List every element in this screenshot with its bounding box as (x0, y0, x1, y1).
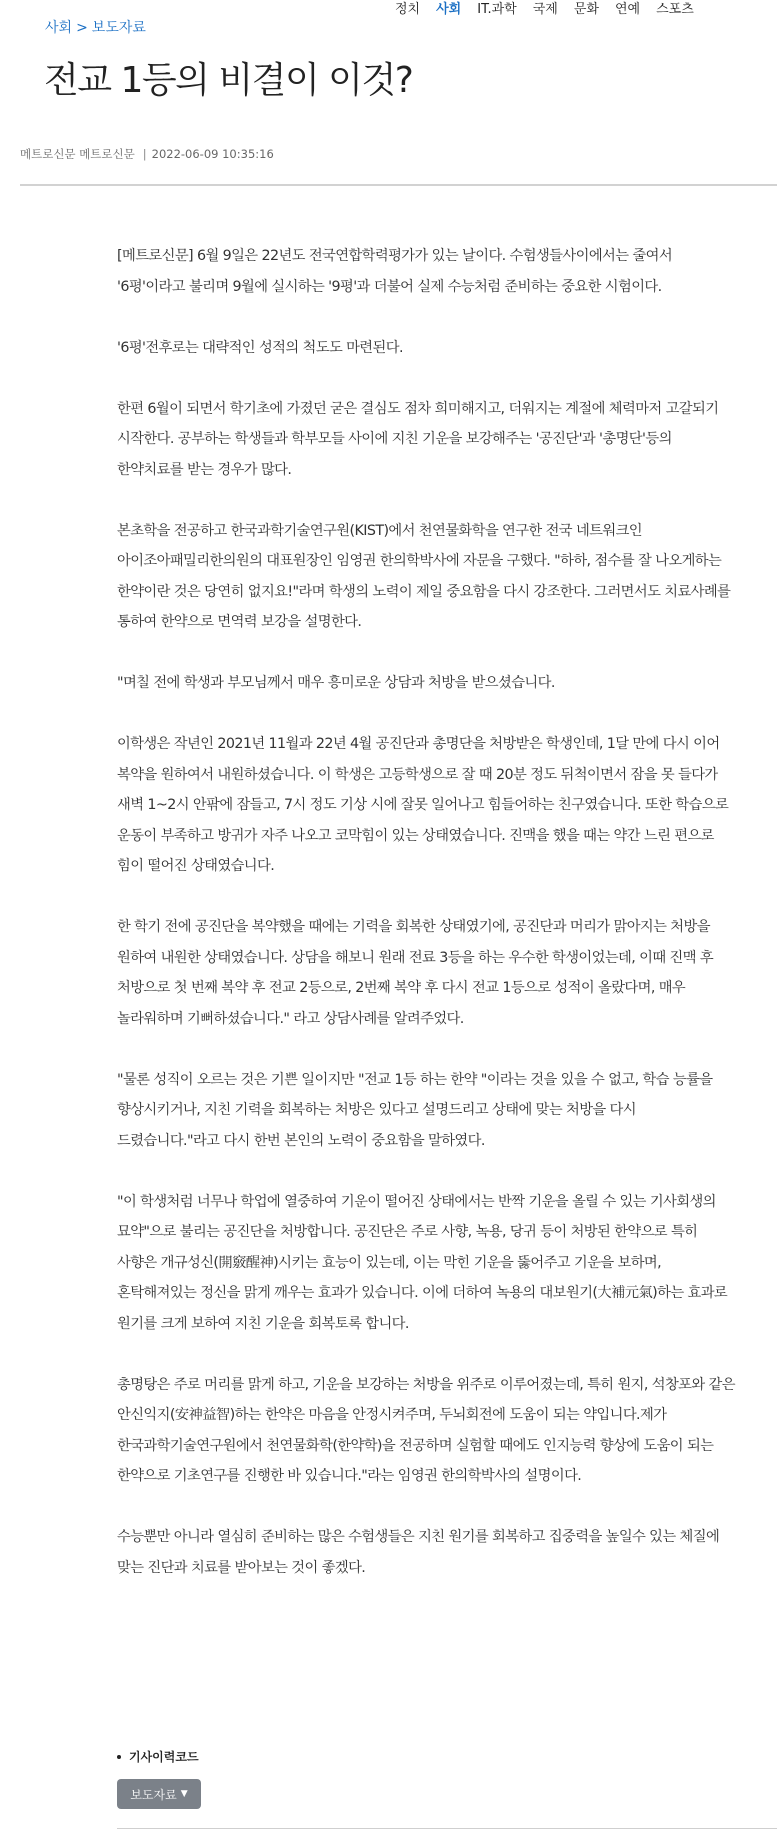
breadcrumb-section[interactable]: 사회 (45, 20, 73, 36)
article-paragraph: "며칠 전에 학생과 부모님께서 매우 흥미로운 상담과 처방을 받으셨습니다. (117, 675, 555, 691)
byline-source: 메트로신문 메트로신문 (20, 147, 135, 161)
article-title: 전교 1등의 비결이 이것? (44, 60, 413, 101)
history-label: 기사이력코드 (129, 1750, 199, 1764)
breadcrumb (45, 17, 146, 37)
article-paragraph: "물론 성직이 오르는 것은 기쁜 일이지만 "전교 1등 하는 한약 "이라는 것을 있을 수 없고, 학습 능률을 향상시키거나, 지친 기력을 회복하는 처방은 있다고 설명드리고 상태에 맞는 처방을 다시 드렸습니다."라고 다시 한번 본인의 노력이 중요함을 말하였다. (117, 1071, 713, 1149)
nav-item-sports[interactable]: 스포츠 (656, 2, 694, 17)
nav-item-it-science[interactable]: IT.과학 (477, 2, 517, 17)
breadcrumb-subsection[interactable]: 보도자료 (91, 20, 146, 36)
article-paragraph: '6평'전후로는 대략적인 성적의 척도도 마련된다. (117, 339, 403, 356)
article-paragraph: 본초학을 전공하고 한국과학기술연구원(KIST)에서 천연물화학을 연구한 전국 네트워크인 아이조아패밀리한의원의 대표원장인 임영권 한의학박사에 자문을 구했다. "하하, 점수를 잘 나오게하는 한약이란 것은 당연히 없지요!"라며 학생의 노력이 제일 중요함을 다시 강조한다. 그러면서도 치료사례를 통하여 한약으로 면역력 보강을 설명한다. (117, 522, 731, 630)
article-body (117, 241, 737, 1614)
nav-item-culture[interactable]: 문화 (573, 2, 599, 17)
nav-item-entertainment[interactable]: 연예 (614, 2, 641, 17)
article-paragraph: 한 학기 전에 공진단을 복약했을 때에는 기력을 회복한 상태였기에, 공진단과 머리가 맑아지는 처방을 원하여 내원한 상태였습니다. 상담을 해보니 원래 전료 3등을 하는 우수한 학생이었는데, 이때 진맥 후 처방으로 첫 번째 복약 후 전교 2등으로, 2번째 복약 후 다시 전교 1등으로 성적이 올랐다며, 매우 놀라워하며 기뻐하셨습니다." 라고 상담사례를 알려주었다. (117, 919, 714, 1027)
byline-datetime: 2022-06-09 10:35:16 (151, 147, 274, 161)
byline-separator: | (142, 147, 147, 161)
nav-item-society[interactable]: 사회 (436, 2, 462, 17)
caret-down-icon: ▼ (180, 1789, 188, 1799)
top-navigation (395, 0, 777, 18)
article-byline (20, 146, 274, 162)
bullet-icon (117, 1755, 121, 1759)
article-history-code (117, 1748, 199, 1765)
footer-divider (117, 1828, 777, 1829)
article-paragraph: 한편 6월이 되면서 학기초에 가졌던 굳은 결심도 점차 희미해지고, 더워지는 계절에 체력마저 고갈되기 시작한다. 공부하는 학생들과 학부모들 사이에 지친 기운을 보강해주는 '공진단'과 '총명단'등의 한약치료를 받는 경우가 많다. (117, 400, 719, 478)
nav-item-politics[interactable]: 정치 (395, 2, 421, 17)
article-paragraph: 총명탕은 주로 머리를 맑게 하고, 기운을 보강하는 처방을 위주로 이루어졌는데, 특히 원지, 석창포와 같은 안신익지(安神益智)하는 한약은 마음을 안정시켜주며, 두뇌회전에 도움이 되는 약입니다.제가 한국과학기술연구원에서 천연물화학(한약학)을 전공하며 실험할 때에도 인지능력 향상에 도움이 되는 한약으로 기초연구를 진행한 바 있습니다."라는 임영권 한의학박사의 설명이다. (117, 1376, 735, 1484)
article-paragraph: "이 학생처럼 너무나 학업에 열중하여 기운이 떨어진 상태에서는 반짝 기운을 올릴 수 있는 기사회생의 묘약"으로 불리는 공진단을 처방합니다. 공진단은 주로 사향, 녹용, 당귀 등이 처방된 한약으로 특히 사향은 개규성신(開竅醒神)시키는 효능이 있는데, 이는 막힌 기운을 뚫어주고 기운을 보하며,혼탁해져있는 정신을 맑게 깨우는 효과가 있습니다. 이에 더하여 녹용의 대보원기(大補元氣)하는 효과로 원기를 크게 보하여 지친 기운을 회복토록 합니다. (117, 1193, 728, 1332)
article-paragraph: 이학생은 작년인 2021년 11월과 22년 4월 공진단과 총명단을 처방받은 학생인데, 1달 만에 다시 이어 복약을 원하여서 내원하셨습니다. 이 학생은 고등학생으로 잘 때 20분 정도 뒤척이면서 잠을 못 들다가 새벽 1~2시 안팎에 잠들고, 7시 정도 기상 시에 잘못 일어나고 힘들어하는 친구였습니다. 또한 학습으로 운동이 부족하고 방귀가 자주 나오고 코막힘이 있는 상태였습니다. 진맥을 했을 때는 약간 느린 편으로 힘이 떨어진 상태였습니다. (117, 736, 729, 874)
tag-button-label: 보도자료 (130, 1787, 177, 1802)
breadcrumb-separator: > (76, 20, 88, 36)
article-paragraph: 수능뿐만 아니라 열심히 준비하는 많은 수험생들은 지친 원기를 회복하고 집중력을 높일수 있는 체질에 맞는 진단과 치료를 받아보는 것이 좋겠다. (117, 1529, 720, 1576)
category-tag-button[interactable] (117, 1779, 201, 1809)
article-paragraph: [메트로신문] 6월 9일은 22년도 전국연합학력평가가 있는 날이다. 수험생들사이에서는 줄여서 '6평'이라고 불리며 9월에 실시하는 '9평'과 더불어 실제 수능처럼 준비하는 중요한 시험이다. (117, 248, 673, 295)
title-divider (20, 184, 777, 186)
nav-item-world[interactable]: 국제 (532, 2, 558, 17)
